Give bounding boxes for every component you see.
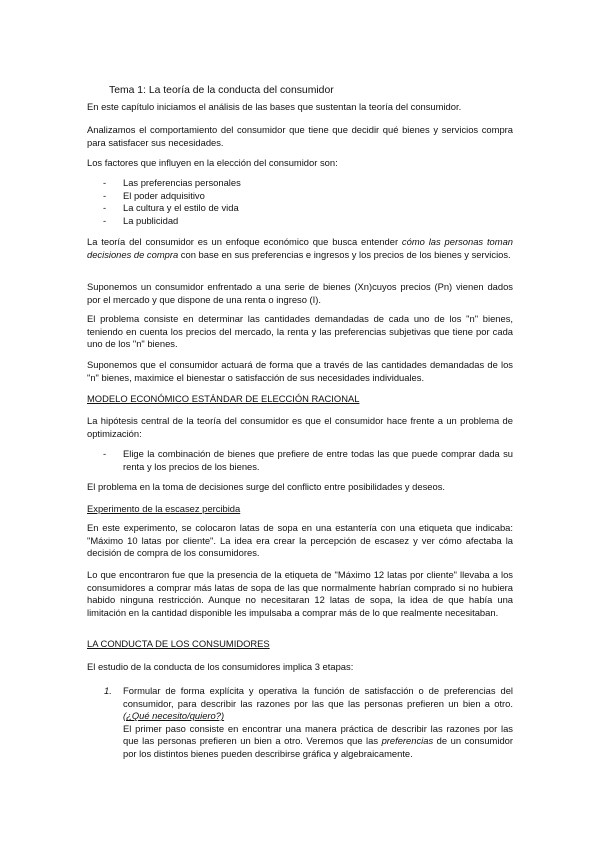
section-heading-rational-choice: MODELO ECONÓMICO ESTÁNDAR DE ELECCIÓN RACIONAL	[87, 393, 360, 404]
document-title: Tema 1: La teoría de la conducta del consumidor	[109, 85, 334, 96]
paragraph-decision-conflict: El problema en la toma de decisiones surge del conflicto entre posibilidades y deseos.	[87, 481, 446, 492]
paragraph-maximize: Suponemos que el consumidor actuará de forma que a través de las cantidades demandadas de los "n" bienes, maximice el bienestar o satisfacción de sus necesidades individuales.	[87, 359, 513, 383]
dash-bullet: -	[103, 448, 107, 459]
item-body: Formular de forma explícita y operativa la función de satisfacción o de preferencias del consumidor, para describir las razones por las que las personas prefieren un bien a otro. (¿Qué necesito/quiero?) El primer paso consiste en encontrar una manera práctica de describir las razones por las que las personas prefieren un bien a otro. Veremos que las preferencias de un consumidor por los distintos bienes pueden describirse gráfica y algebraicamente.	[123, 685, 514, 759]
choice-list	[87, 448, 513, 473]
paragraph-hypothesis: La hipótesis central de la teoría del consumidor es que el consumidor hace frente a un problema de optimización:	[87, 415, 513, 439]
dash-bullet: -	[103, 202, 107, 214]
emphasis-text: cómo las personas toman decisiones de compra	[87, 236, 513, 260]
paragraph-problem: El problema consiste en determinar las cantidades demandadas de cada uno de los "n" bienes, teniendo en cuenta los precios del mercado, la renta y las preferencias subjetivas que tiene por cada uno de los "n" bienes.	[87, 313, 513, 350]
paragraph-findings: Lo que encontraron fue que la presencia de la etiqueta de "Máximo 12 latas por cliente" llevaba a los consumidores a comprar más latas de sopa de las que normalmente habrían comprado si no hubiera habido ninguna restricción. Aunque no necesitaran 12 latas de sopa, la idea de que había una limitación en la cantidad disponible les impulsaba a comprar más de lo que realmente necesitaban.	[87, 569, 513, 618]
list-item: - Elige la combinación de bienes que prefiere de entre todas las que puede comprar dada su renta y los precios de los bienes.	[103, 448, 513, 472]
factors-list	[87, 177, 513, 227]
dash-bullet: -	[103, 177, 107, 188]
numbered-item-1	[87, 685, 513, 761]
emphasis-text: preferencias	[381, 735, 434, 747]
paragraph-intro: En este capítulo iniciamos el análisis de las bases que sustentan la teoría del consumidor.	[87, 101, 462, 112]
section-heading-experiment: Experimento de la escasez percibida	[87, 503, 241, 514]
paragraph-assumption: Suponemos un consumidor enfrentado a una serie de bienes (Xn)cuyos precios (Pn) vienen dados por el mercado y que dispone de una renta o ingreso (I).	[87, 281, 513, 305]
dash-bullet: -	[103, 189, 107, 201]
item-number: 1.	[104, 685, 112, 696]
list-item: - Las preferencias personales	[103, 177, 241, 188]
paragraph-consumer-theory: La teoría del consumidor es un enfoque económico que busca entender cómo las personas toman decisiones de compra con base en sus preferencias e ingresos y los precios de los bienes y servicios.	[87, 236, 513, 260]
list-item: - La publicidad	[103, 214, 179, 226]
paragraph-experiment: En este experimento, se colocaron latas de sopa en una estantería con una etiqueta que indicaba: "Máximo 10 latas por cliente". La idea era crear la percepción de escasez y ver cómo afectaba la decisión de compra de los consumidores.	[87, 522, 513, 559]
list-item: - La cultura y el estilo de vida	[103, 202, 239, 214]
list-item: - El poder adquisitivo	[103, 189, 205, 201]
paragraph-analysis: Analizamos el comportamiento del consumidor que tiene que decidir qué bienes y servicios compra para satisfacer sus necesidades.	[87, 124, 513, 148]
dash-bullet: -	[103, 214, 107, 226]
section-heading-consumer-behaviour: LA CONDUCTA DE LOS CONSUMIDORES	[87, 638, 270, 649]
question-text: (¿Qué necesito/quiero?)	[123, 710, 225, 722]
paragraph-factors-intro: Los factores que influyen en la elección del consumidor son:	[87, 157, 338, 168]
paragraph-stages: El estudio de la conducta de los consumidores implica 3 etapas:	[87, 661, 354, 672]
